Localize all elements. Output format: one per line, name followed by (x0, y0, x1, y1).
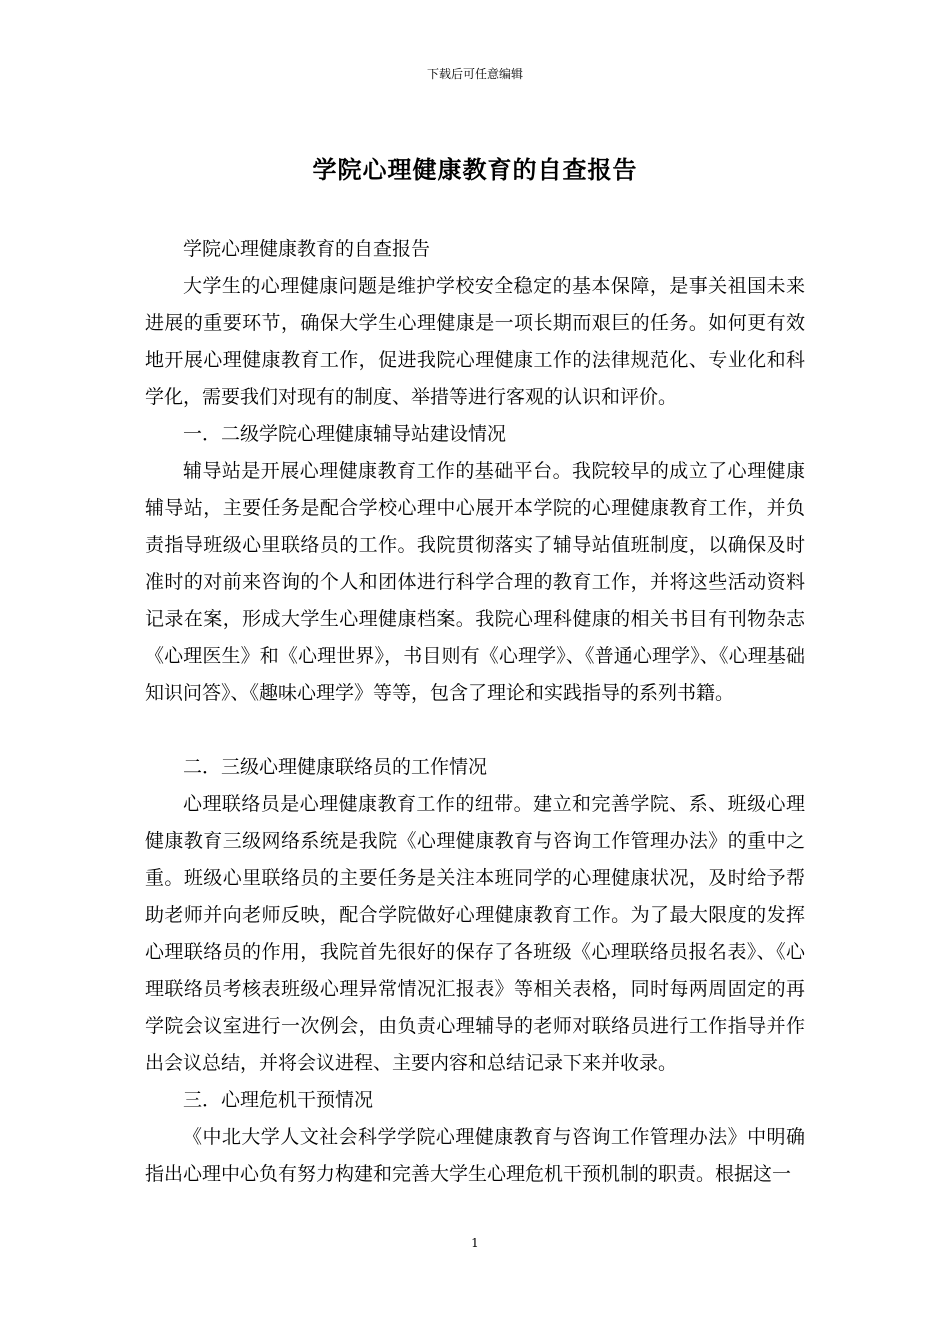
blank-line (145, 712, 805, 749)
paragraph-section-2: 心理联络员是心理健康教育工作的纽带。建立和完善学院、系、班级心理健康教育三级网络系统是我院《心理健康教育与咨询工作管理办法》的重中之重。班级心里联络员的主要任务是关注本班同学的心理健康状况，及时给予帮助老师并向老师反映，配合学院做好心理健康教育工作。为了最大限度的发挥心理联络员的作用，我院首先很好的保存了各班级《心理联络员报名表》、《心理联络员考核表班级心理异常情况汇报表》等相关表格，同时每两周固定的再学院会议室进行一次例会，由负责心理辅导的老师对联络员进行工作指导并作出会议总结，并将会议进程、主要内容和总结记录下来并收录。 (145, 793, 805, 1074)
document-title: 学院心理健康教育的自查报告 (312, 155, 638, 184)
page-header-note: 下载后可任意编辑 (426, 67, 523, 81)
section-heading-1: 一．二级学院心理健康辅导站建设情况 (183, 423, 507, 445)
section-heading-2: 二．三级心理健康联络员的工作情况 (183, 756, 488, 778)
document-body (145, 231, 805, 1193)
section-heading-3: 三．心理危机干预情况 (183, 1089, 374, 1111)
paragraph-section-3: 《中北大学人文社会科学学院心理健康教育与咨询工作管理办法》中明确指出心理中心负有努力构建和完善大学生心理危机干预机制的职责。根据这一 (145, 1126, 805, 1185)
paragraph-subtitle: 学院心理健康教育的自查报告 (183, 238, 431, 260)
paragraph-intro: 大学生的心理健康问题是维护学校安全稳定的基本保障，是事关祖国未来进展的重要环节，确保大学生心理健康是一项长期而艰巨的任务。如何更有效地开展心理健康教育工作，促进我院心理健康工作的法律规范化、专业化和科学化，需要我们对现有的制度、举措等进行客观的认识和评价。 (145, 275, 805, 408)
paragraph-section-1: 辅导站是开展心理健康教育工作的基础平台。我院较早的成立了心理健康辅导站，主要任务是配合学校心理中心展开本学院的心理健康教育工作，并负责指导班级心里联络员的工作。我院贯彻落实了辅导站值班制度，以确保及时准时的对前来咨询的个人和团体进行科学合理的教育工作，并将这些活动资料记录在案，形成大学生心理健康档案。我院心理科健康的相关书目有刊物杂志《心理医生》和《心理世界》，书目则有《心理学》、《普通心理学》、《心理基础知识问答》、《趣味心理学》等等，包含了理论和实践指导的系列书籍。 (145, 460, 805, 704)
page-number: 1 (471, 1236, 479, 1250)
